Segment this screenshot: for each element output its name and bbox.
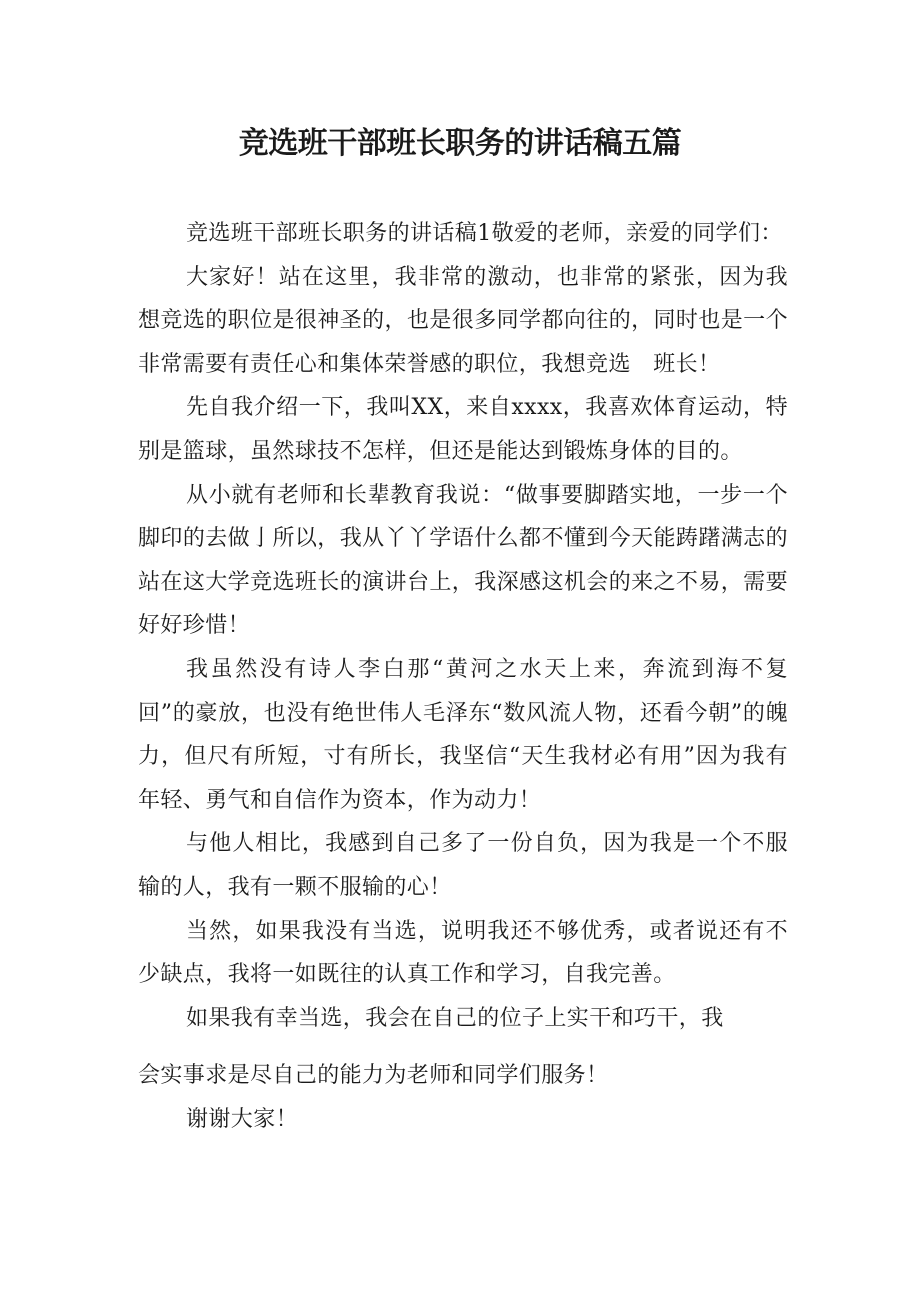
paragraph-gap (138, 1040, 788, 1054)
paragraph-upbringing: 从小就有老师和长辈教育我说：“做事要脚踏实地，一步一个脚印的去做亅所以，我从丫丫学语什么都不懂到今天能踌躇满志的站在这大学竞选班长的演讲台上，我深感这机会的来之不易，需要好好珍惜！ (138, 482, 788, 639)
paragraph-if-elected-continued: 会实事求是尽自己的能力为老师和同学们服务！ (138, 1063, 609, 1089)
paragraph-opening: 竞选班干部班长职务的讲话稿1敬爱的老师，亲爱的同学们： (186, 221, 783, 246)
paragraph-greeting: 大家好！站在这里，我非常的激动，也非常的紧张，因为我想竞选的职位是很神圣的，也是很多同学都向往的，同时也是一个非常需要有责任心和集体荣誉感的职位，我想竞选 班长！ (138, 264, 788, 377)
paragraph-comparison: 与他人相比，我感到自己多了一份自负，因为我是一个不服输的人，我有一颗不服输的心！ (138, 831, 788, 900)
document-title: 竞选班干部班长职务的讲话稿五篇 (238, 126, 682, 161)
document-body (138, 212, 788, 1141)
paragraph-if-not-elected: 当然，如果我没有当选，说明我还不够优秀，或者说还有不少缺点，我将一如既往的认真工作和学习，自我完善。 (138, 918, 788, 988)
paragraph-thanks: 谢谢大家！ (186, 1106, 299, 1132)
paragraph-introduction: 先自我介绍一下，我叫XX，来自xxxx，我喜欢体育运动，特别是篮球，虽然球技不怎样，但还是能达到锻炼身体的目的。 (138, 395, 788, 464)
paragraph-confidence: 我虽然没有诗人李白那“黄河之水天上来，奔流到海不复回”的豪放，也没有绝世伟人毛泽东“数风流人物，还看今朝”的魄力，但尺有所短，寸有所长，我坚信“天生我材必有用”因为我有年轻、勇气和自信作为资本，作为动力！ (138, 656, 788, 813)
paragraph-if-elected: 如果我有幸当选，我会在自己的位子上实干和巧干，我 (186, 1005, 724, 1031)
